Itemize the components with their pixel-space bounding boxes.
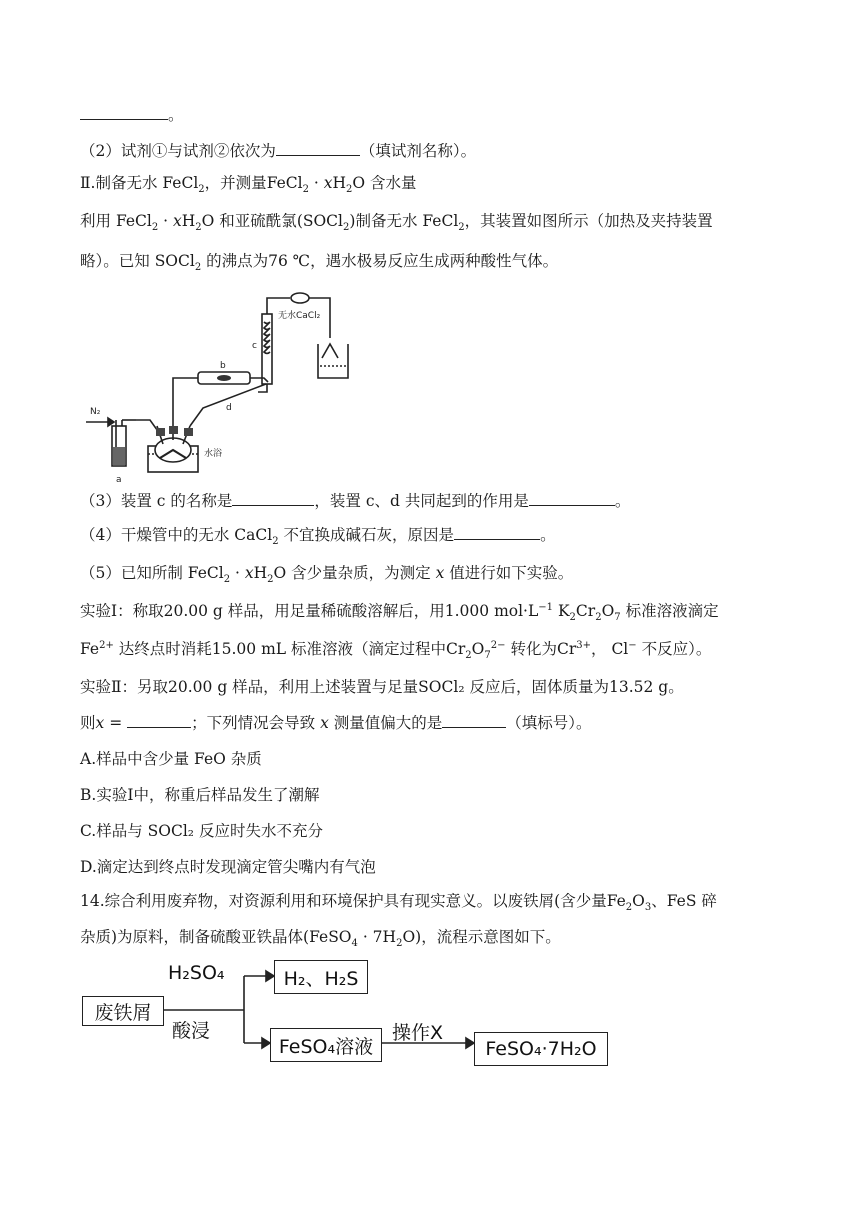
label-d: d bbox=[226, 403, 232, 413]
water-bath-label: 水浴 bbox=[204, 449, 223, 459]
apparatus-diagram bbox=[78, 292, 378, 484]
label-c: c bbox=[252, 341, 257, 351]
answer-blank[interactable] bbox=[127, 713, 191, 728]
question-3: （3）装置 c 的名称是 ，装置 c、d 共同起到的作用是 。 bbox=[80, 492, 631, 510]
intro-line-1: 利用 FeCl$_2$ · $xH_2O$ 和亚硫酰氯(SOCl$_2$)制备无水 FeCl$_2$，其装置如图所示（加热及夹持装置 bbox=[80, 212, 713, 234]
solution-box: FeSO₄溶液 bbox=[270, 1028, 382, 1062]
answer-blank[interactable] bbox=[80, 105, 168, 120]
operation-label: 操作X bbox=[392, 1022, 444, 1044]
question-2: （2）试剂①与试剂②依次为 （填试剂名称）。 bbox=[80, 142, 477, 160]
question-5-ask: 则x = ；下列情况会导致 x 测量值偏大的是 （填标号）。 bbox=[80, 714, 592, 732]
answer-blank[interactable] bbox=[529, 491, 615, 506]
reagent-label: H₂SO₄ bbox=[168, 962, 225, 984]
question-14-line-1: 14.综合利用废弃物，对资源利用和环境保护具有现实意义。以废铁屑(含少量$Fe_2O_3$、FeS 碎 bbox=[80, 892, 717, 914]
label-b: b bbox=[220, 361, 226, 371]
answer-blank[interactable] bbox=[454, 525, 540, 540]
experiment-1-line-1: 实验Ⅰ：称取20.00 g 样品，用足量稀硫酸溶解后，用1.000 $mol\cdot L^{-1}$ $K_2Cr_2O_7$ 标准溶液滴定 bbox=[80, 601, 719, 624]
option-d[interactable]: D.滴定达到终点时发现滴定管尖嘴内有气泡 bbox=[80, 858, 376, 876]
answer-blank[interactable] bbox=[232, 491, 314, 506]
answer-blank[interactable] bbox=[276, 141, 360, 156]
step-label: 酸浸 bbox=[172, 1020, 211, 1042]
option-c[interactable]: C.样品与 SOCl₂ 反应时失水不充分 bbox=[80, 822, 323, 840]
intro-line-2: 略）。已知 SOCl$_2$ 的沸点为76 ℃，遇水极易反应生成两种酸性气体。 bbox=[80, 252, 559, 274]
q1-tail: 。 bbox=[80, 104, 184, 126]
gas-box: H₂、H₂S bbox=[274, 960, 368, 994]
experiment-2: 实验Ⅱ：另取20.00 g 样品，利用上述装置与足量SOCl₂ 反应后，固体质量为13.52 g。 bbox=[80, 678, 684, 696]
part2-heading: Ⅱ.制备无水 FeCl$_2$，并测量FeCl$_2$ · $xH_2O$ 含水量 bbox=[80, 174, 417, 196]
option-b[interactable]: B.实验Ⅰ中，称重后样品发生了潮解 bbox=[80, 786, 320, 804]
option-a[interactable]: A.样品中含少量 FeO 杂质 bbox=[80, 750, 262, 768]
question-14-line-2: 杂质)为原料，制备硫酸亚铁晶体(FeSO$_4$ · $7H_2O$)，流程示意图如下。 bbox=[80, 928, 561, 950]
answer-blank[interactable] bbox=[442, 713, 506, 728]
experiment-1-line-2: $Fe^{2+}$ 达终点时消耗15.00 mL 标准溶液（滴定过程中$Cr_2O_7^{2-}$ 转化为$Cr^{3+}$， Cl− 不反应）。 bbox=[80, 639, 712, 662]
start-box: 废铁屑 bbox=[82, 996, 164, 1026]
process-flow-diagram bbox=[78, 958, 638, 1078]
question-5: （5）已知所制 FeCl$_2$ · $xH_2O$ 含少量杂质，为测定 x 值进行如下实验。 bbox=[80, 564, 574, 586]
product-box: FeSO₄·7H₂O bbox=[474, 1032, 608, 1066]
cacl2-label: 无水CaCl₂ bbox=[278, 311, 321, 321]
label-a: a bbox=[116, 475, 122, 484]
n2-label: N₂ bbox=[90, 407, 101, 417]
question-4: （4）干燥管中的无水 CaCl$_2$ 不宜换成碱石灰，原因是 。 bbox=[80, 526, 556, 548]
